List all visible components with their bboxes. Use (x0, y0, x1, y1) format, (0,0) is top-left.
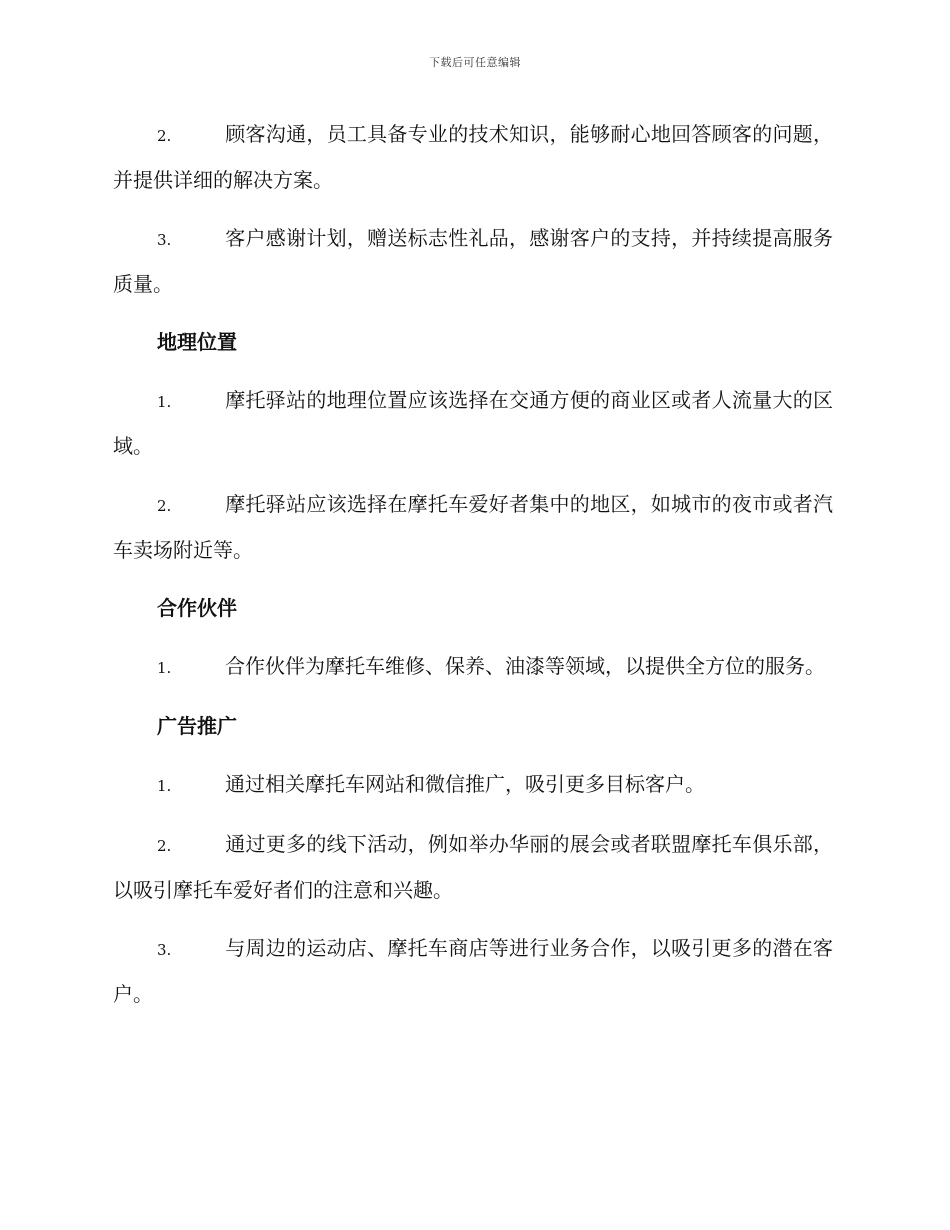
list-text: 摩托驿站的地理位置应该选择在交通方便的商业区或者人流量大的区域。 (113, 388, 833, 458)
list-number: 2. (157, 497, 172, 515)
list-item-business-cooperation (113, 926, 833, 1016)
list-text: 摩托驿站应该选择在摩托车爱好者集中的地区，如城市的夜市或者汽车卖场附近等。 (113, 492, 833, 562)
list-item-location-business (113, 378, 833, 468)
list-text: 合作伙伴为摩托车维修、保养、油漆等领域，以提供全方位的服务。 (225, 654, 825, 678)
list-text: 顾客沟通，员工具备专业的技术知识，能够耐心地回答顾客的问题，并提供详细的解决方案。 (113, 122, 833, 192)
document-body (113, 112, 833, 1030)
list-number: 3. (157, 231, 172, 249)
section-heading-advertising: 广告推广 (157, 714, 237, 738)
list-number: 2. (157, 837, 172, 855)
list-number: 1. (157, 393, 172, 411)
section-heading-partners: 合作伙伴 (157, 596, 237, 620)
list-item-offline-events (113, 822, 833, 912)
list-text: 与周边的运动店、摩托车商店等进行业务合作，以吸引更多的潜在客户。 (113, 936, 833, 1006)
list-number: 2. (157, 127, 172, 145)
list-text: 客户感谢计划，赠送标志性礼品，感谢客户的支持，并持续提高服务质量。 (113, 226, 833, 296)
list-item-online-promotion (113, 762, 833, 808)
page-header-note: 下载后可任意编辑 (429, 56, 521, 69)
list-text: 通过更多的线下活动，例如举办华丽的展会或者联盟摩托车俱乐部，以吸引摩托车爱好者们的注意和兴趣。 (113, 832, 833, 902)
list-item-customer-thanks (113, 216, 833, 306)
list-number: 1. (157, 659, 172, 677)
section-heading-location: 地理位置 (157, 330, 237, 354)
list-item-location-enthusiasts (113, 482, 833, 572)
list-item-service-communication (113, 112, 833, 202)
list-text: 通过相关摩托车网站和微信推广，吸引更多目标客户。 (225, 772, 705, 796)
list-number: 1. (157, 777, 172, 795)
list-number: 3. (157, 941, 172, 959)
list-item-partners (113, 644, 833, 690)
